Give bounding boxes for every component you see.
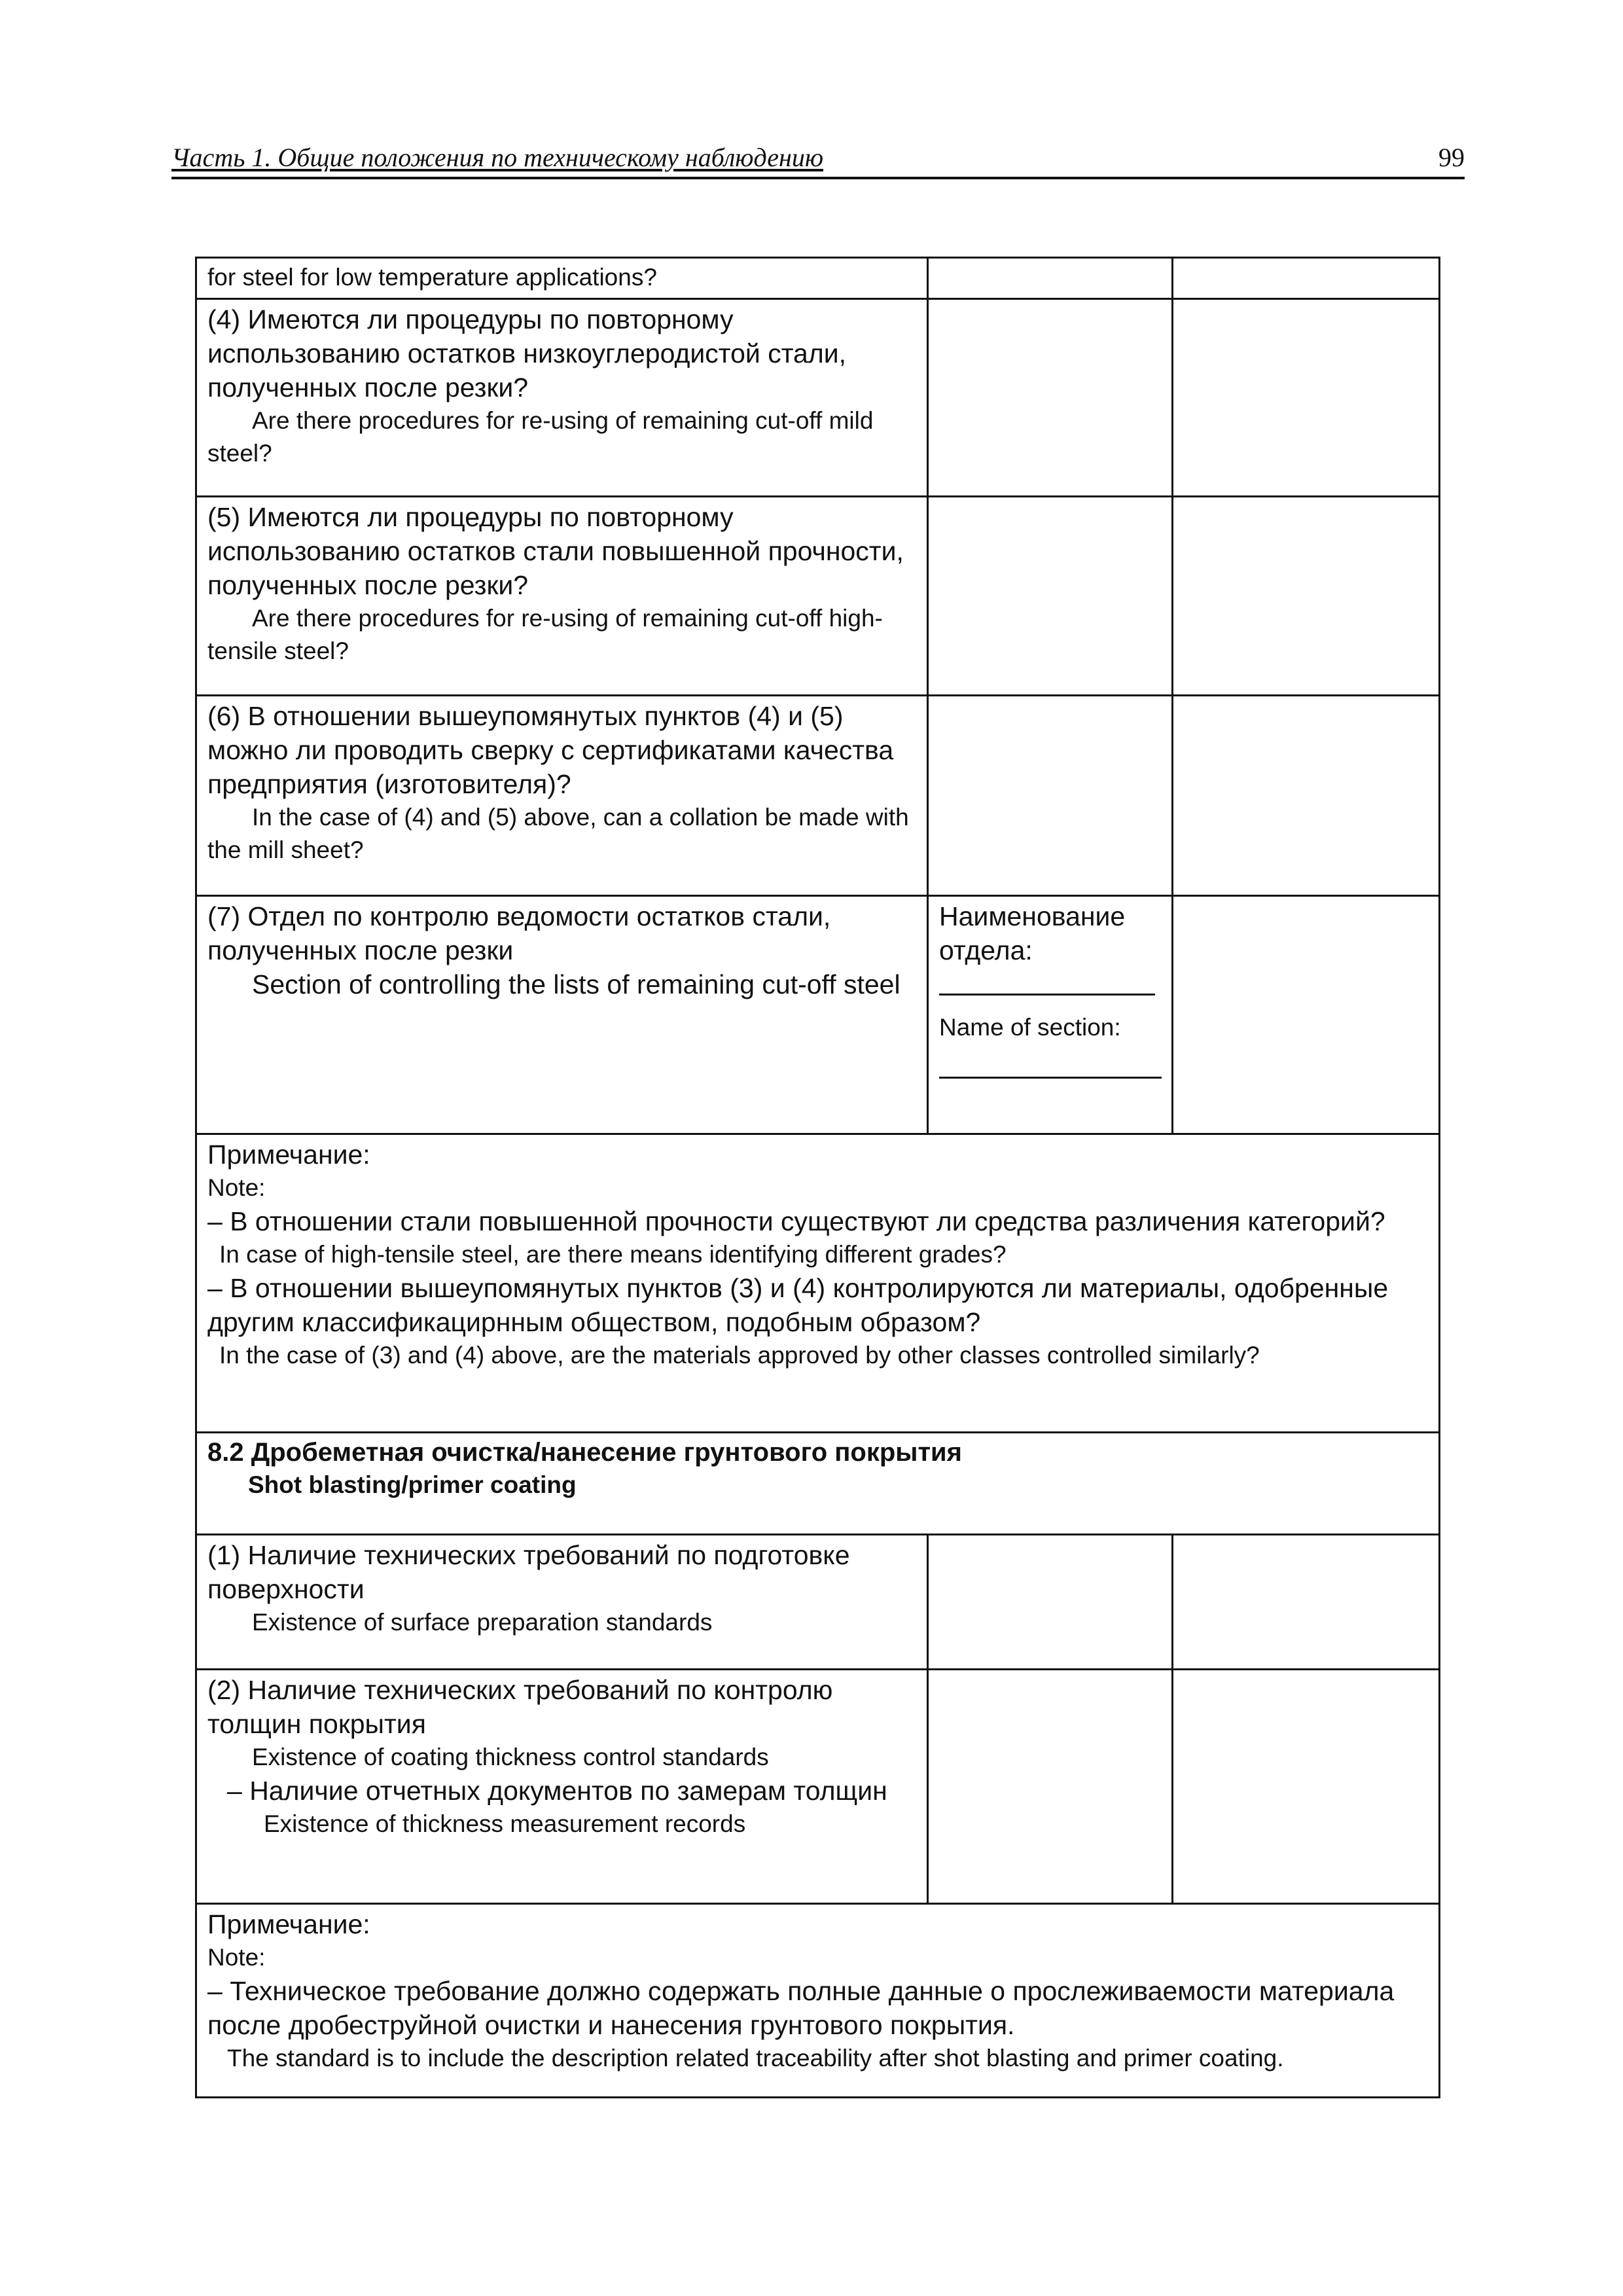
- department-en-blank[interactable]: [939, 1047, 1162, 1079]
- question-en: Are there procedures for re-using of remaining cut-off high-tensile steel?: [207, 605, 883, 664]
- note-label-ru: Примечание:: [207, 1139, 370, 1170]
- note-text-ru: – Техническое требование должно содержать полные данные о прослеживаемости материала после дробеструйной очистки и нанесения грунтового покрытия.: [207, 1976, 1395, 2040]
- section-heading-en: Shot blasting/primer coating: [248, 1471, 577, 1498]
- page-number: 99: [1438, 143, 1465, 172]
- question-en: Existence of surface preparation standards: [252, 1609, 713, 1636]
- question-cell: [196, 258, 928, 299]
- question-ru: (7) Отдел по контролю ведомости остатков стали, полученных после резки: [207, 901, 831, 965]
- answer-cell[interactable]: [928, 696, 1173, 896]
- subquestion-ru: – Наличие отчетных документов по замерам толщин: [227, 1776, 887, 1806]
- running-title: Часть 1. Общие положения по техническому наблюдению: [171, 143, 824, 172]
- note-question-ru: – В отношении стали повышенной прочности существуют ли средства различения категорий?: [207, 1206, 1385, 1236]
- remarks-cell[interactable]: [1173, 1535, 1440, 1670]
- note-question-ru: – В отношении вышеупомянутых пунктов (3) и (4) контролируются ли материалы, одобренные другим классификацирнным обществом, подобным образом?: [207, 1273, 1389, 1337]
- question-en: In the case of (4) and (5) above, can a collation be made with the mill sheet?: [207, 804, 909, 863]
- department-cell: [928, 896, 1173, 1134]
- table-row: [196, 1134, 1440, 1433]
- question-cell: [196, 1535, 928, 1670]
- note-question-en: In the case of (3) and (4) above, are the materials approved by other classes controlled similarly?: [219, 1342, 1260, 1369]
- remarks-cell[interactable]: [1173, 696, 1440, 896]
- department-label-ru: Наименование отдела:: [939, 901, 1126, 965]
- question-ru: (1) Наличие технических требований по подготовке поверхности: [207, 1540, 850, 1604]
- note-cell: [196, 1904, 1440, 2098]
- question-en: for steel for low temperature applications?: [207, 264, 657, 291]
- section-heading-cell: [196, 1433, 1440, 1535]
- section-heading-ru: 8.2 Дробеметная очистка/нанесение грунтового покрытия: [207, 1438, 962, 1467]
- department-label-en: Name of section:: [939, 1014, 1121, 1041]
- note-cell: [196, 1134, 1440, 1433]
- answer-cell[interactable]: [928, 497, 1173, 696]
- table-row: [196, 1535, 1440, 1670]
- table-row: [196, 1433, 1440, 1535]
- table-row: [196, 299, 1440, 497]
- page-header: [171, 137, 1465, 179]
- remarks-cell[interactable]: [1173, 1670, 1440, 1904]
- remarks-cell[interactable]: [1173, 258, 1440, 299]
- table-row: [196, 497, 1440, 696]
- note-label-ru: Примечание:: [207, 1909, 370, 1939]
- remarks-cell[interactable]: [1173, 896, 1440, 1134]
- question-ru: (5) Имеются ли процедуры по повторному использованию остатков стали повышенной прочности, полученных после резки?: [207, 502, 904, 600]
- question-en: Section of controlling the lists of remaining cut-off steel: [252, 969, 901, 999]
- question-ru: (6) В отношении вышеупомянутых пунктов (4) и (5) можно ли проводить сверку с сертификатами качества предприятия (изготовителя)?: [207, 701, 894, 799]
- answer-cell[interactable]: [928, 299, 1173, 497]
- remarks-cell[interactable]: [1173, 299, 1440, 497]
- note-label-en: Note:: [207, 1944, 266, 1971]
- remarks-cell[interactable]: [1173, 497, 1440, 696]
- answer-cell[interactable]: [928, 1670, 1173, 1904]
- answer-cell[interactable]: [928, 258, 1173, 299]
- table-row: [196, 1670, 1440, 1904]
- question-cell: [196, 497, 928, 696]
- question-cell: [196, 696, 928, 896]
- checklist-table: [195, 257, 1440, 2098]
- note-label-en: Note:: [207, 1174, 266, 1201]
- question-cell: [196, 299, 928, 497]
- table-row: [196, 258, 1440, 299]
- question-cell: [196, 1670, 928, 1904]
- department-ru-blank[interactable]: [939, 970, 1155, 996]
- question-ru: (4) Имеются ли процедуры по повторному использованию остатков низкоуглеродистой стали, полученных после резки?: [207, 304, 847, 403]
- question-cell: [196, 896, 928, 1134]
- note-question-en: In case of high-tensile steel, are there means identifying different grades?: [219, 1241, 1007, 1268]
- note-text-en: The standard is to include the description related traceability after shot blasting and primer coating.: [227, 2045, 1284, 2072]
- answer-cell[interactable]: [928, 1535, 1173, 1670]
- question-en: Existence of coating thickness control standards: [252, 1744, 769, 1770]
- table-row: [196, 1904, 1440, 2098]
- table-row: [196, 696, 1440, 896]
- subquestion-en: Existence of thickness measurement records: [264, 1810, 746, 1837]
- question-ru: (2) Наличие технических требований по контролю толщин покрытия: [207, 1675, 833, 1739]
- question-en: Are there procedures for re-using of remaining cut-off mild steel?: [207, 407, 874, 467]
- table-row: [196, 896, 1440, 1134]
